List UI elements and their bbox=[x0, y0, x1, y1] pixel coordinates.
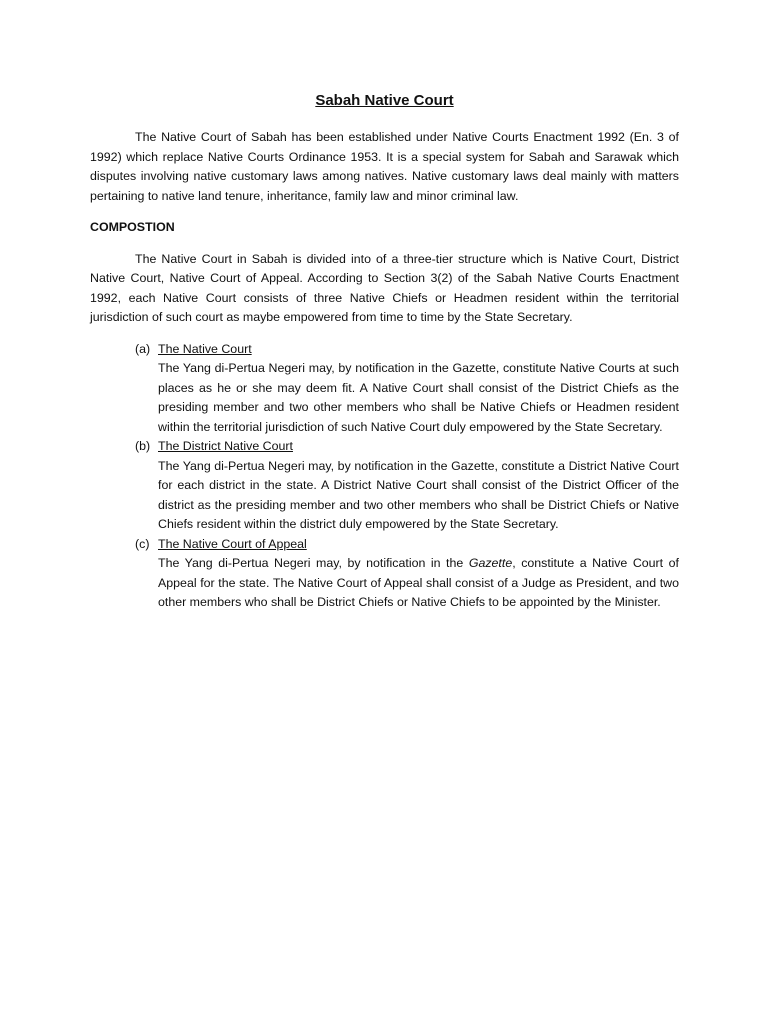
list-item-district-native-court bbox=[90, 437, 679, 535]
list-item-native-court bbox=[90, 340, 679, 438]
intro-paragraph: The Native Court of Sabah has been established under Native Courts Enactment 1992 (En. 3 of 1992) which replace Native Courts Ordinance 1953. It is a special system for Sabah and Sarawak which disputes involving native customary laws among natives. Native customary laws deal mainly with matters pertaining to native land tenure, inheritance, family law and minor criminal law. bbox=[90, 130, 679, 203]
list-marker: (a) bbox=[135, 341, 151, 356]
text-segment: , constitute a Native Court of Appeal for the state. The Native Court of Appeal shall consist of a Judge as President, and two other members who shall be District Chiefs or Native Chiefs to be appointed by the Minister. bbox=[158, 556, 679, 609]
list-item-text bbox=[158, 554, 679, 613]
section-heading-composition: COMPOSTION bbox=[90, 220, 175, 234]
composition-paragraph: The Native Court in Sabah is divided into of a three-tier structure which is Native Court, District Native Court, Native Court of Appeal. According to Section 3(2) of the Sabah Native Courts Enactment 1992, each Native Court consists of three Native Chiefs or Headmen resident within the territorial jurisdiction of such court as maybe empowered from time to time by the State Secretary. bbox=[90, 251, 679, 324]
gazette-italic: Gazette bbox=[468, 556, 513, 570]
document-title: Sabah Native Court bbox=[315, 92, 454, 109]
text-segment: The Yang di-Pertua Negeri may, by notification in the bbox=[158, 556, 469, 570]
document-page bbox=[90, 90, 679, 613]
court-tier-list bbox=[90, 340, 679, 613]
list-item-text: The Yang di-Pertua Negeri may, by notification in the Gazette, constitute Native Courts at such places as he or she may deem fit. A Native Court shall consist of the District Chiefs as the presiding member and two other members who shall be Native Chiefs or Headmen resident within the territorial jurisdiction of such Native Court duly empowered by the State Secretary. bbox=[158, 361, 679, 434]
list-marker: (b) bbox=[135, 439, 151, 453]
list-item-heading: The Native Court of Appeal bbox=[158, 536, 307, 551]
list-marker: (c) bbox=[135, 536, 150, 551]
list-item-text: The Yang di-Pertua Negeri may, by notification in the Gazette, constitute a District Native Court for each district in the state. A District Native Court shall consist of the District Officer of the district as the presiding member and two other members who shall be District Chiefs or Native Chiefs resident within the district duly empowered by the State Secretary. bbox=[158, 458, 679, 531]
list-item-native-court-of-appeal bbox=[90, 535, 679, 613]
list-item-heading: The District Native Court bbox=[158, 439, 293, 453]
list-item-heading: The Native Court bbox=[158, 341, 252, 356]
